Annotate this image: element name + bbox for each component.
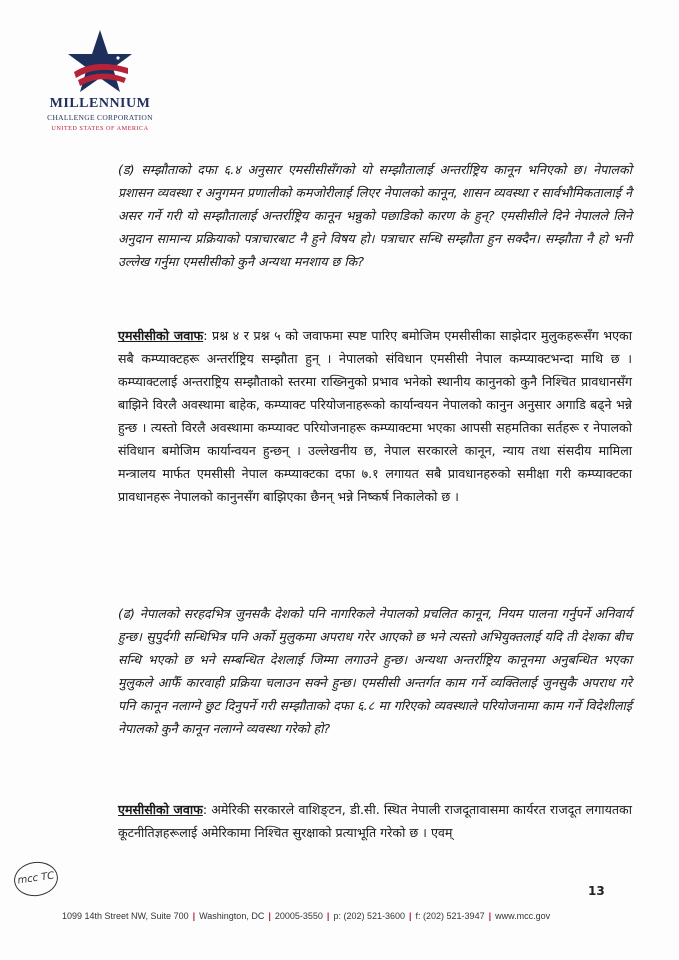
logo-line-3: UNITED STATES OF AMERICA: [51, 125, 149, 132]
footer-website: www.mcc.gov: [495, 911, 551, 921]
page-number: 13: [588, 884, 605, 898]
initials-stamp: mcc TC: [12, 859, 60, 899]
logo-line-2: CHALLENGE CORPORATION: [47, 113, 153, 122]
footer-city: Washington, DC: [199, 911, 265, 921]
answer-text-1: : प्रश्न ४ र प्रश्न ५ को जवाफमा स्पष्ट पारिए बमोजिम एमसीसीका साझेदार मुलुकहरूसँग भएका सबै कम्प्याक्टहरू अन्तर्राष्ट्रिय सम्झौता हुन् । नेपालको संविधान एमसीसी नेपाल कम्प्याक्टभन्दा माथि छ । कम्प्याक्टलाई अन्तराष्ट्रिय सम्झौताको स्तरमा राख्निनुको प्रभाव भनेको स्थानीय कानुनको कुनै निश्चित प्रावधानसँग बाझिने विरलै अवस्थामा बाहेक, कम्प्याक्ट परियोजनाहरूको कार्यान्वयन नेपालको कानुन अनुसार अगाडि बढ्ने भन्ने हुन्छ । त्यस्तो विरलै अवस्थामा कम्प्याक्ट परियोजनाहरू कम्प्याक्टमा भएका आपसी सहमतिका सर्तहरू र नेपालको संविधान बमोजिम कार्यान्वयन हुन्छन् । उल्लेखनीय छ, नेपाल सरकारले कानून, न्याय तथा संसदीय मामिला मन्त्रालय मार्फत एमसीसी नेपाल कम्प्याक्टका दफा ७.१ लगायत सबै प्रावधानहरुको समीक्षा गरी कम्प्याक्टका प्रावधानहरू नेपालको कानुनसँग बाझिएका छैनन् भन्ने निष्कर्ष निकालेको छ ।: [118, 328, 632, 504]
footer-zip: 20005-3550: [274, 911, 323, 921]
footer-address: 1099 14th Street NW, Suite 700: [62, 911, 189, 921]
footer: 1099 14th Street NW, Suite 700 | Washington, DC | 20005-3550 | p: (202) 521-3600 | f: (202) 521-3947 | www.mcc.gov: [62, 911, 551, 921]
star-flag-icon: [66, 28, 134, 94]
answer-paragraph-1: [118, 324, 632, 508]
answer-label-2: एमसीसीको जवाफ: [118, 802, 203, 817]
footer-fax: f: (202) 521-3947: [415, 911, 485, 921]
answer-paragraph-2: [118, 798, 632, 844]
answer-text-2: : अमेरिकी सरकारले वाशिङ्टन, डी.सी. स्थित नेपाली राजदूतावासमा कार्यरत राजदूत लगायतका कूटनीतिज्ञहरूलाई अमेरिकामा निश्चित सुरक्षाको प्रत्याभूति गरेको छ । एवम्: [118, 802, 632, 840]
question-paragraph-1: (ड) सम्झौताको दफा ६.४ अनुसार एमसीसीसँगको यो सम्झौतालाई अन्तर्राष्ट्रिय कानून भनिएको छ। नेपालको प्रशासन व्यवस्था र अनुगमन प्रणालीको कमजोरीलाई लिएर नेपालको कानून, शासन व्यवस्था र सार्वभौमिकतालाई नै असर गर्ने गरी यो सम्झौतालाई अन्तर्राष्ट्रिय कानून भन्नुको पछाडिको कारण के हुन्? एमसीसीले दिने नेपालले लिने अनुदान सामान्य प्रक्रियाको पत्राचारबाट नै हुने विषय हो। पत्राचार सन्धि सम्झौता हुन सक्दैन। सम्झौता नै हो भनी उल्लेख गर्नुमा एमसीसीको कुनै अन्यथा मनशाय छ कि?: [118, 162, 632, 269]
answer-label-1: एमसीसीको जवाफ: [118, 328, 204, 343]
logo-line-1: MILLENNIUM: [49, 96, 151, 111]
footer-phone: p: (202) 521-3600: [333, 911, 405, 921]
question-paragraph-2: (ढ) नेपालको सरहदभित्र जुनसकै देशको पनि नागरिकले नेपालको प्रचलित कानून, नियम पालना गर्नुपर्ने अनिवार्य हुन्छ। सुपुर्दगी सन्धिभित्र पनि अर्को मुलुकमा अपराध गरेर आएको छ भने त्यस्तो अभियुक्तलाई यदि ती देशका बीच सन्धि भएको छ भने सम्बन्धित देशलाई जिम्मा लगाउने हुन्छ। अन्यथा अन्तर्राष्ट्रिय कानूनमा अनुबन्धित भएका मुलुकले आफैँ कारवाही प्रक्रिया चलाउन सक्ने हुन्छ। एमसीसी अन्तर्गत काम गर्ने व्यक्तिलाई जुनसुकै अपराध गरे पनि कानून नलाग्ने छुट दिनुपर्ने गरी सम्झौताको दफा ६.८ मा गरिएको व्यवस्थाले परियोजनामा काम गर्ने विदेशीलाई नेपालको कुनै कानून नलाग्ने व्यवस्था गरेको हो?: [118, 606, 632, 736]
